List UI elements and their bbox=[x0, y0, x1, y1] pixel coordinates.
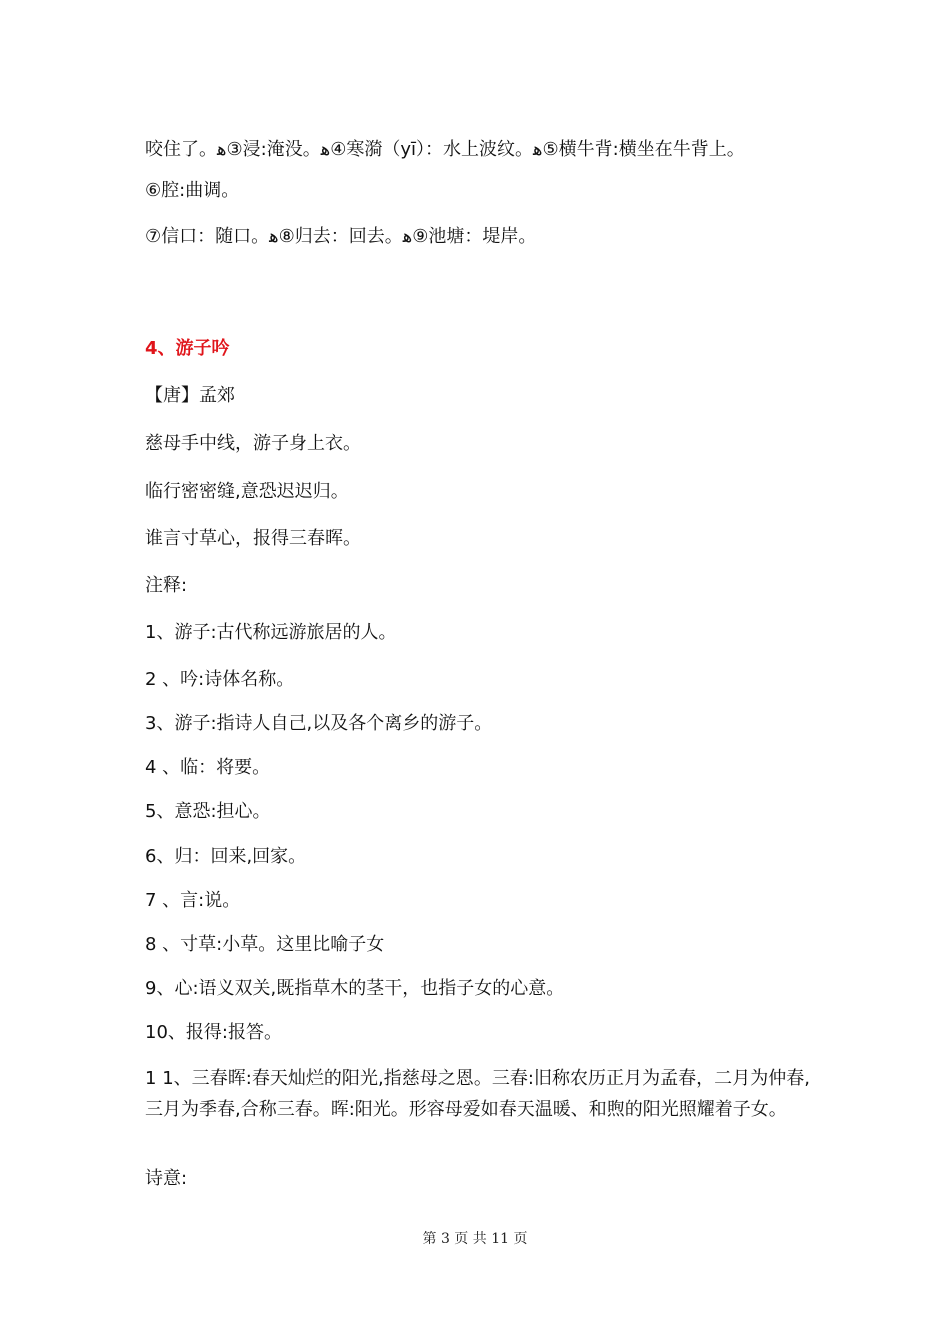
poem-verse: 临行密密缝,意恐迟迟归。 bbox=[145, 481, 349, 502]
note-item-long: 1 1、三春晖:春天灿烂的阳光,指慈母之恩。三春:旧称农历正月为孟春，二月为仲春,三月为季春,合称三春。晖:阳光。形容母爱如春天温暖、和煦的阳光照耀着子女。 bbox=[145, 1068, 810, 1120]
poem-author: 【唐】孟郊 bbox=[145, 385, 235, 406]
poem-heading: 4、游子吟 bbox=[145, 338, 230, 359]
note-item: 2 、吟:诗体名称。 bbox=[145, 669, 295, 690]
continuation-line-3: ⑦信口：随口。ﻫ⑧归去：回去。ﻫ⑨池塘：堤岸。 bbox=[145, 226, 537, 247]
note-item: 9、心:语义双关,既指草木的茎干，也指子女的心意。 bbox=[145, 978, 565, 999]
notes-label: 注释: bbox=[145, 575, 188, 596]
note-item: 7 、言:说。 bbox=[145, 890, 241, 911]
note-item: 6、归：回来,回家。 bbox=[145, 846, 307, 867]
note-item: 3、游子:指诗人自己,以及各个离乡的游子。 bbox=[145, 713, 493, 734]
meaning-label: 诗意: bbox=[145, 1168, 188, 1189]
continuation-line-1: 咬住了。ﻫ③浸:淹没。ﻫ④寒漪（yī）：水上波纹。ﻫ⑤横牛背:横坐在牛背上。 bbox=[145, 139, 745, 160]
note-item: 5、意恐:担心。 bbox=[145, 801, 271, 822]
poem-verse: 慈母手中线，游子身上衣。 bbox=[145, 433, 361, 454]
note-item: 1、游子:古代称远游旅居的人。 bbox=[145, 622, 397, 643]
page-footer: 第 3 页 共 11 页 bbox=[422, 1231, 528, 1247]
note-item: 10、报得:报答。 bbox=[145, 1022, 282, 1043]
poem-verse: 谁言寸草心，报得三春晖。 bbox=[145, 528, 361, 549]
continuation-line-2: ⑥腔:曲调。 bbox=[145, 180, 240, 201]
note-item: 4 、临：将要。 bbox=[145, 757, 271, 778]
note-item: 8 、寸草:小草。这里比喻子女 bbox=[145, 934, 385, 955]
